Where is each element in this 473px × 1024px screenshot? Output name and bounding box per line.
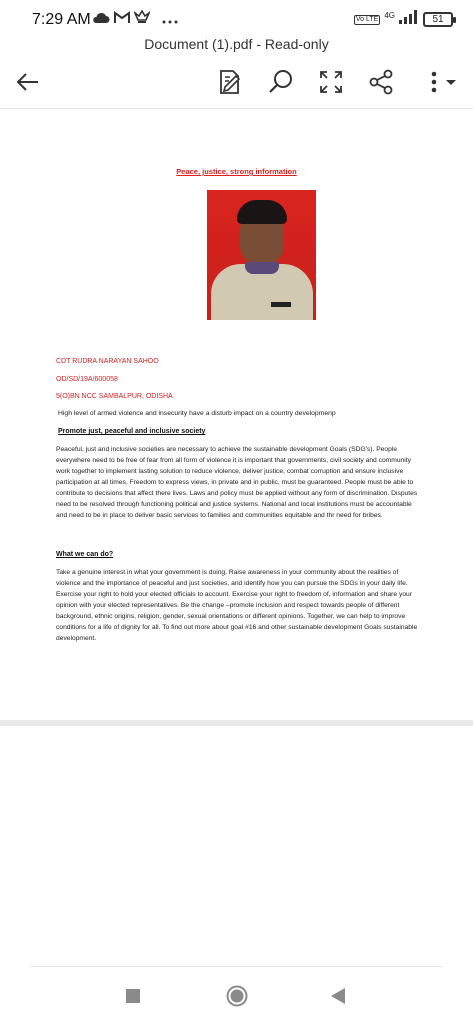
back-arrow-icon[interactable] (14, 68, 42, 96)
status-bar (0, 0, 473, 38)
volte-badge: Vo LTE (355, 15, 379, 23)
toolbar-divider (0, 108, 473, 109)
fullscreen-icon[interactable] (317, 68, 345, 96)
status-time: 7:29 AM (32, 11, 91, 28)
share-icon[interactable] (367, 68, 395, 96)
cadet-regno: OD/SD/19A/600058 (56, 376, 118, 383)
gmail-icon (114, 11, 130, 29)
intro-text: High level of armed violence and insecurity have a disturb impact on a country developmenp (58, 410, 336, 417)
document-title: Document (1).pdf - Read-only (144, 36, 329, 52)
cadet-name: CDT RUDRA NARAYAN SAHOO (56, 358, 159, 365)
more-menu-icon[interactable] (420, 68, 460, 96)
section2-title: What we can do? (56, 551, 114, 558)
back-icon[interactable] (330, 987, 346, 1010)
network-type: 4G (384, 11, 395, 20)
pdf-page[interactable] (0, 110, 473, 722)
edit-document-icon[interactable] (216, 68, 244, 96)
home-icon[interactable] (226, 985, 248, 1012)
more-dots-icon (162, 11, 178, 29)
toolbar (0, 60, 473, 106)
document-heading: Peace, justice, strong information (176, 167, 297, 176)
recent-apps-icon[interactable] (125, 988, 141, 1009)
cloud-icon (92, 11, 110, 29)
signal-icon (399, 10, 419, 29)
cadet-unit: 5(O)BN NCC SAMBALPUR, ODISHA (56, 393, 173, 400)
battery-icon: 51 (423, 12, 453, 27)
section1-body: Peaceful, just and inclusive societies are necessary to achieve the sustainable development Goals (SDG's). People everywhere need to be free of fear from all form of violence it is important that governments, civil society and community work together to implement lasting solution to reduce violence, deliver justice, combat corruption and ensure inclusive participation at all times. Freedom to express views, in private and in public, must be guaranteed. People must be able to contribute to decisions that affect there lives. Laws and policy must be applied without any form of discrimination. Disputes need to be resolved through functioning political and justice systems. National and local institutions must be accountable and need to be in place to deliver basic services to families and communities equitable and thr need for bribes. (56, 446, 418, 519)
section2-body: Take a genuine interest in what your government is doing. Raise awareness in your community about the realities of violence and the importance of peaceful and just societies, and identify how you can pursue the SDGs in your daily life. Exercise your right to hold your elected officials to account. Exercise your right to freedom of, information and share your opinion with your elected representatives. Be the change –promote inclusion and respect towards people of different background, ethnic origins, religion, gender, sexual orientations or different opinions. Together, we can help to improve conditions for a life of dignity for all. To find out more about goal #16 and other sustainable development Goals sustainable development. (56, 569, 418, 642)
section1-title: Promote just, peaceful and inclusive society (58, 428, 206, 435)
navigation-bar (0, 967, 473, 1024)
status-icons-left (92, 10, 178, 29)
status-icons-right (354, 10, 453, 29)
crown-icon (134, 10, 150, 29)
pdf-page-2[interactable] (0, 726, 473, 966)
cadet-photo (207, 190, 316, 320)
search-icon[interactable] (267, 68, 295, 96)
